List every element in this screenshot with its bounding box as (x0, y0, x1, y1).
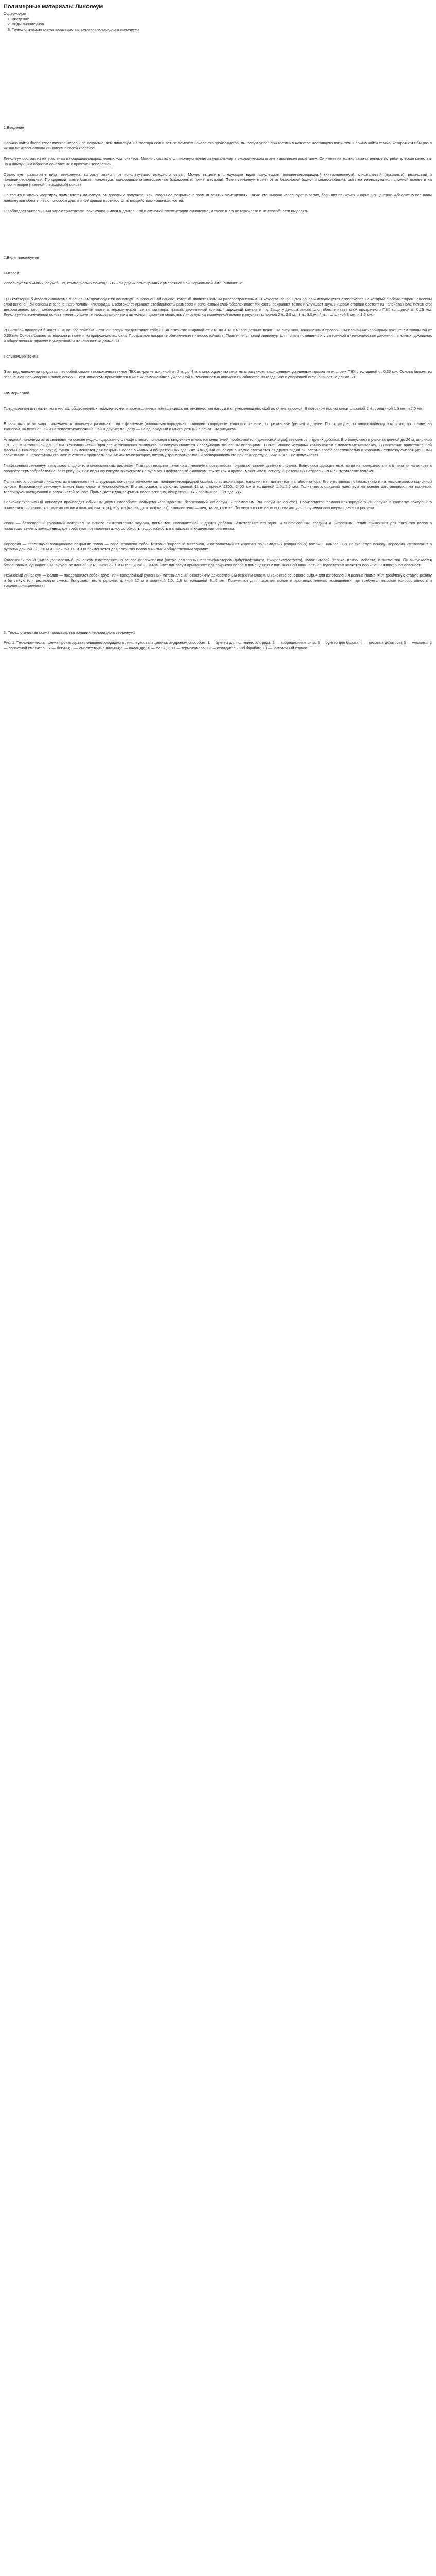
types-section (4, 255, 432, 589)
paragraph: Ворсолин — теплозвукоизоляционное покрытие полов — ворс, ставлено собой матовый ворсовый материал, изготовляемый из коротких полиамидных (капроновых) волокон, наклеенных на тканевую основу. Ворсолин изготовляют в рулонах длиной 12…20 м и шириной 1,0 м. Он применяется для покрытия полов в жилых и общественных зданиях. (4, 541, 432, 552)
figure-caption: Рис. 1. Технологическая схема производства поливинилхлоридного линолеума вальцево-каландровым способом; 1 — бункер для поливинилхлорида; 2 — вибрационные сита; 3 — бункер для барита; 4 — весовые дозаторы; 5 — мешалки; 6 — лопастной смеситель; 7 — бегуны; 8 — смесительные вальцы; 9 — каландр; 10 — вальцы; 11 — термокамера; 12 — охладительный барабан; 13 — намоточный станок. (4, 640, 432, 650)
paragraph: Резиновый линолеум — релин — представляет собой двух - или трехслойный рулонный материал с износостойким декоративным верхним слоем. В качестве основного сырья для изготовления релина применяют дробленую старую резину и битумную или резиновую смесь. Выпускают его в рулонах длиной 12 м и шириной 1,0…1,6 м, толщиной 3…6 мм. Применяют для покрытия полов в производственных помещениях, где требуется высокая износостойкость и водонепроницаемость. (4, 572, 432, 588)
subsection-label: Бытовой. (4, 270, 20, 276)
paragraph: Предназначен для настилки в жилых, общественных, коммерческих и промышленных помещениях с интенсивностью нагрузки от умеренной высокой до очень высокой. В основном выпускается шириной 2 м., толщиной 1,5 мм. и 2,0 мм. (4, 405, 424, 411)
toc-label: Содержание (4, 11, 26, 16)
paragraph: В зависимости от вида применяемого полимера различают гли - фталевые (поливинилхлоридные), поливинилхлоридные, коллоксилиновые, т.к. резиновые (релин) и другие. По структуре, по многослойному покрытию, по основе: на тканевой, на вспененной и на теплозвукоизоляционной и другие; по цвету — на однородный и многоцветный с печатным рисунком. (4, 421, 432, 432)
paragraph: Не только в жилых квартирах применяется линолеум, он довольно популярен как напольное покрытие в промышленных помещениях. Также его широко используют в залах, больших прихожих и офисных центрах. Абсолютно все виды линолеумов обеспечивают способы длительной кривой противостоять воздействию кошачьих когтей. (4, 193, 432, 203)
page-title: Полимерные материалы Линолеум (4, 4, 103, 10)
paragraph: Поливинилхлоридный линолеум изготавливают из следующих основных компонентов: поливинилхлоридной смолы, пластификатора, наполнителя, пигментов и стабилизатора. Его изготовляют безосновным и на теплозвукоизоляционной основе. Безосновный линолеум может быть одно- и многослойным. Его выпускают в рулонах длиной 12 м, шириной 1200…2400 мм и толщиной 1,5…2,5 мм. Поливинилхлоридный линолеум на основе изготавливают на тканевой, теплозвукоизоляционной и волокнистой основе. Применяется для покрытия полов в жилых, общественных и промышленных зданиях. (4, 479, 432, 495)
section-heading: 1.Введение (4, 125, 24, 130)
paragraph: Сложно найти более классическое напольное покрытие, чем линолеум. За полтора сотни лет от момента начала его производства, линолеум успел принестись в качестве настоящего покрытия. Сложно найти семью, которая хотя бы раз в жизни не использовала линолеум в своей квартире. (4, 141, 432, 151)
intro-section (4, 125, 432, 214)
toc-item[interactable]: 1. Введение (12, 16, 432, 22)
toc-item[interactable]: 3. Технологическая схема производства поливинилхлоридного линолеума (12, 27, 432, 32)
section-heading: 2.Виды линолеумов (4, 255, 39, 260)
subsection-label: Полукоммерческий. (4, 354, 39, 359)
paragraph: Коллоксилиновый (нитроцеллюлозный) линолеум изготовляют на основе коллоксилина (нитроцеллюлозы), пластификаторов (дибутилфталата, трикрезилфосфата), наполнителей (талька, пемзы, асбеста) и пигментов. Он выпускается безосновным, одноцветным, в рулонах длиной 12 м, шириной 1 м и толщиной 2…3 мм. Этот линолеум применяют для покрытия полов в помещениях с повышенной влажностью. Недостатком является повышенная пожарная опасность. (4, 557, 432, 567)
paragraph: Этот вид линолеума представляет собой самое высококачественное ПВХ покрытие шириной от 2 м. до 4 м. с многоцветным печатным рисунком, защищенным усиленным прозрачным слоем ПВХ с толщиной от 0,30 мм. Основа бывает из вспененной полихлорвиниловой основы. Этот линолеум применяется в жилых помещениях с умеренной интенсивностью движения и общественных зданиях с умеренной интенсивностью движения. (4, 369, 432, 380)
paragraph: Используется в жилых, служебных, коммерческих помещениях или других помещениях с умеренной или нормальной интенсивностью. (4, 281, 244, 286)
table-of-contents (4, 11, 432, 32)
paragraph: Он обладает уникальными характеристиками, заключающимися в длительной и активной эксплуатации линолеума, а также в его не горючести и не способности выделять. (4, 208, 309, 213)
paragraph: Поливинилхлоридный линолеум производят обычным двумя способами: вальцево-каландровым (безосновный линолеум) и промазным (линолеум на основе). Производство поливинилхлоридного линолеума в качестве связующего применяют поливинилхлоридную смолу и пластификаторы (дибутилфталат, диоктилфталат), наполнители — мел, тальк, каолин. Пигменты в основном используют для получения линолеума цветного рисунка. (4, 500, 432, 510)
section-heading: 3. Технологическая схема производства поливинилхлоридного линолеума (4, 630, 136, 635)
toc-item[interactable]: 2. Виды линолеумов (12, 22, 432, 27)
subsection-label: Коммерческий. (4, 390, 30, 395)
paragraph: Линолеум состоит из натуральных и природоплодородленных компонентов. Можно сказать, что линолеум является уникальным в экологическом плане напольным покрытием. Он имеет не только замечательные потребительские качества, но и наилучшим образом сочетает их с приятной топологией. (4, 156, 432, 166)
paragraph: Существует различные виды линолеума, которые зависят от используемого исходного сырья. Можно выделить следующие виды линолеумов, поливинилхлоридный (нитролинолеум), глифталевый (алкидный), резиновый и поливинилхлоридный. По царевой гамме бывает линолеумы однородные и многоцветные (мраморные, яркие, пестрые). Также линолеум может быть безосновой (одно- и многослойный), быть на теплозвукоизоляционной основе и на упрочняющей (тканной, персидской) основе. (4, 172, 432, 188)
paragraph: 2) Бытовой линолеум бывает и на основе войлока. Этот линолеум представляет собой ПВХ покрытие шириной от 2 м. до 4 м. с многоцветным печатным рисунком, защищенным прозрачным поливинилхлоридным покрытием толщиной от 0,30 мм. Основа бывает из волокна и ткани и из природного волокна. Прозрачное покрытие обеспечивает износостойкость. Применяется такой линолеум для пола в помещениях с умеренной интенсивностью движения, в жилых, домашних и общественных зданиях с умеренной интенсивностью движения. (4, 328, 432, 343)
paragraph: Релин — безосновный рулонный материал на основе синтетического каучука, пигментов, наполнителей и других добавок. Изготовляют его одно- и многослойным, гладким и рифленым. Релин применяют для покрытия полов в производственных помещениях, где требуется повышенная износостойкость, водостойкость и стойкость к химическим реагентам. (4, 520, 432, 531)
paragraph: Глифталевый линолеум выпускают с одно- или многоцветным рисунком. При производстве печатного линолеума поверхность покрывают слоем цветного рисунка. Выпускают одноцветным, когда на поверхность и в отпечатки на основе в процессе термообработки наносят рисунок. Все виды линолеума выпускаются в рулонах. Глифталевый линолеум, так же как и другие, может иметь основу из различных натуральных и синтетических волокон. (4, 463, 432, 473)
tech-section (4, 630, 432, 651)
paragraph: 1) В категории бытового линолеума в основном производятся линолеум на вспененной основе, который является самым распространенным. В качестве основы для основы используется стеклохолст, на который с обеих сторон нанесены слои вспененной основы и вспененного поливинилхлорида. Стеклохолст придает стабильность размеров и вспененный слой обеспечивает мягкость, сохраняет тепло и улучшает звук. Лицевая сторона состоит из напечатанного, печатного, декоративного слоя, многоцветного расписанный паркета, керамической плитки, мрамора, гравий, деревянный плиток, природный камень и т.д. Защиту декоративного слоя обеспечивает слой прозрачного ПВХ толщиной от 0,15 мм. Линолеум на вспененной основе имеет лучшие теплоизоляционные и шумоизоляционные свойства. Линолеум на вспененной основе выпускает шириной 2м., 2,5 м., 3 м., 3,5 м., 4 м., толщиной 3 мм. и 1,5 мм. (4, 296, 432, 317)
paragraph: Алкидный линолеум изготавливают на основе модифицированного глифталевого полимера с введением в него наполнителей (пробковой или древесной муки), пигментов и других добавок. Его выпускают в рулонах длиной до 20 м, шириной 1,8…2,0 м и толщиной 2,5…3 мм. Технологический процесс изготовления алкидного линолеума сводится к следующим основным операциям: 1) смешивание исходных компонентов в лопастных мешалках, 2) нанесение приготовленной массы на тканевую основу; 3) сушка. Применяется для покрытия полов в жилых и общественных зданиях. Алкидный линолеум выгодно отличается от других видов линолеума своей эластичностью и хорошими теплозвукоизоляционными свойствами. К недостаткам его можно отнести хрупкость при низких температурах, поэтому транспортировать и разворачивать его при температуре ниже +10 °C не допускается. (4, 437, 432, 458)
